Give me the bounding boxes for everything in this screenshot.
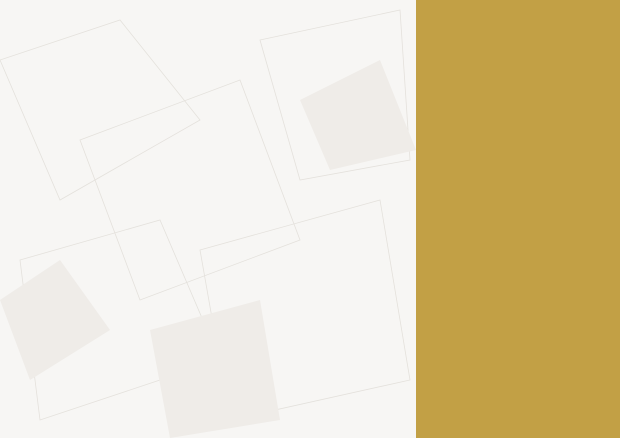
film-bande-a-part: [436, 243, 616, 244]
film-vangelo-mattei: [436, 158, 616, 159]
events-sidebar: [416, 0, 620, 438]
film-palazzo-vicere: [436, 82, 616, 83]
